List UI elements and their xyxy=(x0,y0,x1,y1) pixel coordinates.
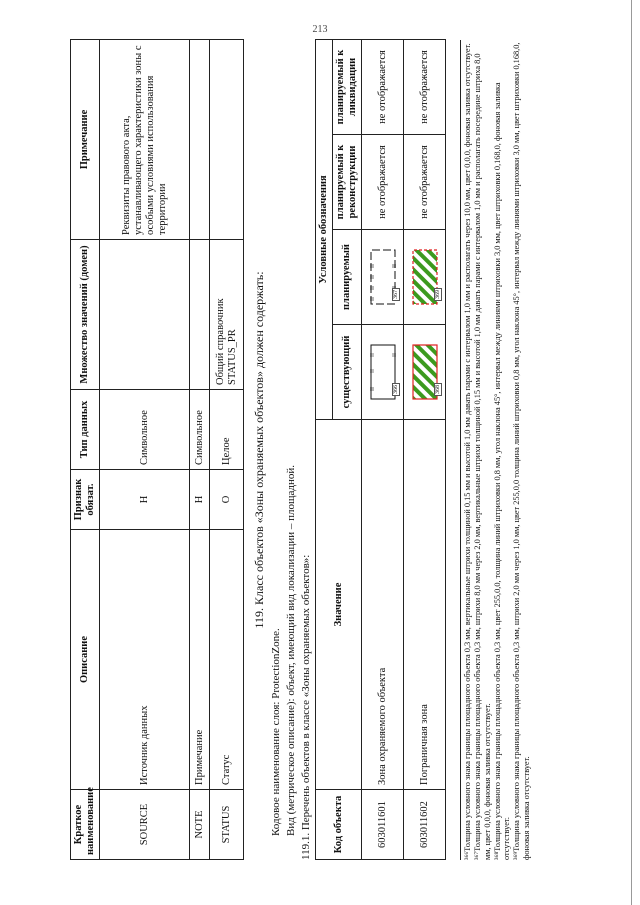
cell-symbol-existing xyxy=(362,325,404,420)
header-planned-liquidation: планируемый к ликвидации xyxy=(333,39,362,134)
cell-note xyxy=(210,40,244,240)
table-row xyxy=(362,39,404,859)
cell-domain xyxy=(190,240,210,390)
attributes-table xyxy=(70,39,244,860)
attributes-header-row xyxy=(71,40,100,860)
cell-required: О xyxy=(210,470,244,530)
footnote-366: ³⁶⁶Толщина условного знака границы площадного объекта 0,3 мм, вертикальные штрихи толщиной 0,15 мм и высотой 1,0 мм давать парами с интервалом 1,0 мм и располагать через 10,0 мм, цвет 0,0,0, фоновая заливка отсутствует. xyxy=(463,43,473,860)
footnote-369: ³⁶⁹Толщина условного знака границы площадного объекта 0,3 мм, штрихи 2,0 мм через 1,0 мм, цвет 255,0,0 толщина линий штриховки 0,8 мм, угол наклона 45°, интервал между линиями штриховки 3,0 мм, цвет штриховки 0,168,0, фоновая заливка отсутствует. xyxy=(512,42,531,860)
cell-required: Н xyxy=(190,470,210,530)
cell-required: Н xyxy=(100,470,190,530)
header-object-code: Код объекта xyxy=(316,790,362,860)
cell-reconstruction: не отображается xyxy=(362,135,404,230)
header-note: Примечание xyxy=(71,40,100,240)
header-description: Описание xyxy=(71,530,100,790)
cell-domain xyxy=(100,240,190,390)
cell-description: Примечание xyxy=(190,530,210,790)
cell-symbol-planned xyxy=(362,230,404,325)
header-legend: Условные обозначения xyxy=(316,39,333,419)
cell-object-code: 603011601 xyxy=(362,790,404,860)
objects-table xyxy=(315,39,446,860)
header-planned: планируемый xyxy=(333,230,362,325)
page-edge xyxy=(631,0,632,905)
cell-symbol-planned xyxy=(404,230,446,325)
protected-object-planned-symbol xyxy=(370,249,399,305)
cell-object-value: Зона охраняемого объекта xyxy=(362,420,404,790)
header-short-name: Краткое наименование xyxy=(71,790,100,860)
cell-object-code: 603011602 xyxy=(404,790,446,860)
object-list-title: 119.1. Перечень объектов в классе «Зоны охраняемых объектов»: xyxy=(300,554,313,860)
header-data-type: Тип данных xyxy=(71,390,100,470)
footnote-367: ³⁶⁷Толщина условного знака границы площадного объекта 0,3 мм, штрихи 8,0 мм через 2,0 мм, вертикальные штрихи толщиной 0,15 мм и высотой 1,0 мм давать парами с интервалом 1,0 мм и располагать посередине штриха 8,0 мм, цвет 0,0,0, фоновая заливка отсутствует. xyxy=(473,53,492,860)
protected-object-existing-symbol xyxy=(370,344,399,400)
cell-data-type: Целое xyxy=(210,390,244,470)
cell-short-name: STATUS xyxy=(210,790,244,860)
rotated-page-content xyxy=(70,40,630,860)
cell-short-name: SOURCE xyxy=(100,790,190,860)
cell-object-value: Пограничная зона xyxy=(404,420,446,790)
cell-liquidation: не отображается xyxy=(404,39,446,134)
cell-short-name: NOTE xyxy=(190,790,210,860)
header-planned-reconstruction: планируемый к реконструкции xyxy=(333,135,362,230)
cell-liquidation: не отображается xyxy=(362,39,404,134)
header-required: Признак обязат. xyxy=(71,470,100,530)
cell-note xyxy=(190,40,210,240)
footnote-ref: 368 xyxy=(434,385,441,394)
table-row xyxy=(100,40,190,860)
cell-domain: Общий справочник STATUS_PR xyxy=(210,240,244,390)
header-value: Значение xyxy=(316,420,362,790)
cell-symbol-existing xyxy=(404,325,446,420)
footnote-ref: 369 xyxy=(434,290,441,299)
footnotes xyxy=(460,40,531,860)
footnote-ref: 366 xyxy=(392,385,399,394)
layer-code-text: Кодовое наименование слоя: ProtectionZone. xyxy=(270,628,283,836)
cell-data-type: Символьное xyxy=(100,390,190,470)
geometry-type-text: Вид (метрическое описание): объект, имеющий вид локализации – площадной. xyxy=(285,464,298,836)
cell-description: Статус xyxy=(210,530,244,790)
header-existing: существующий xyxy=(333,325,362,420)
section-heading: 119. Класс объектов «Зоны охраняемых объектов» должен содержать: xyxy=(252,271,267,629)
border-zone-existing-symbol xyxy=(412,344,441,400)
footnote-368: ³⁶⁸Толщина условного знака границы площадного объекта 0,3 мм, цвет 255,0,0, толщина линий штриховки 0,8 мм, угол наклона 45°, интервал между линиями штриховки 3,0 мм, цвет штриховки 0,168,0, фоновая заливка отсутствует. xyxy=(492,82,512,860)
cell-description: Источник данных xyxy=(100,530,190,790)
cell-data-type: Символьное xyxy=(190,390,210,470)
table-row xyxy=(210,40,244,860)
header-domain: Множество значений (домен) xyxy=(71,240,100,390)
cell-note: Реквизиты правового акта, устанавливающего характеристики зоны с особыми условиями использования территории xyxy=(100,40,190,240)
footnote-ref: 367 xyxy=(392,290,399,299)
objects-header-row xyxy=(316,39,333,859)
table-row xyxy=(404,39,446,859)
border-zone-planned-symbol xyxy=(412,249,441,305)
page-number: 213 xyxy=(312,24,328,35)
table-row xyxy=(190,40,210,860)
cell-reconstruction: не отображается xyxy=(404,135,446,230)
